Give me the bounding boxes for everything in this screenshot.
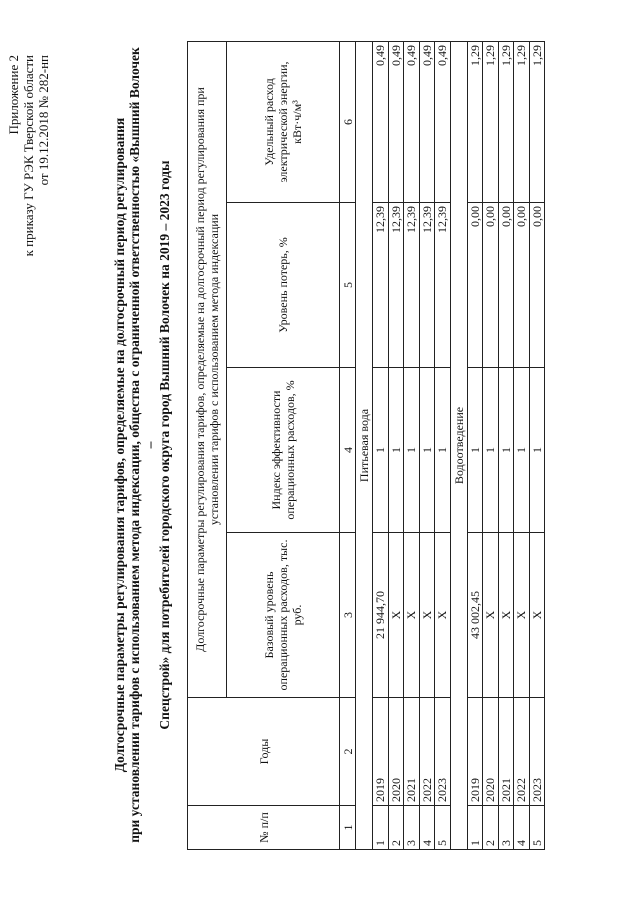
table-row [529, 41, 545, 849]
colnum-cell: 1 [340, 806, 356, 850]
cell-loss: 12,39 [419, 203, 435, 368]
cell-loss: 12,39 [435, 203, 451, 368]
cell-year: 2019 [467, 698, 483, 806]
cell-index: 1 [514, 368, 530, 533]
cell-num: 1 [467, 806, 483, 850]
cell-energy: 0,49 [419, 41, 435, 202]
title-line-3: Спецстрой» для потребителей городского округа город Вышний Волочек на 2019 – 2023 годы [157, 160, 172, 730]
annex-line-3: от 19.12.2018 № 282-нп [36, 55, 51, 186]
cell-energy: 1,29 [483, 41, 499, 202]
cell-num: 3 [498, 806, 514, 850]
cell-num: 4 [419, 806, 435, 850]
cell-index: 1 [498, 368, 514, 533]
cell-index: 1 [373, 368, 389, 533]
colnum-cell: 5 [340, 203, 356, 368]
cell-base: 21 944,70 [373, 533, 389, 698]
header-years: Годы [188, 698, 340, 806]
cell-index: 1 [404, 368, 420, 533]
cell-year: 2020 [388, 698, 404, 806]
table-row [404, 41, 420, 849]
cell-index: 1 [483, 368, 499, 533]
document-title [112, 45, 172, 845]
cell-index: 1 [467, 368, 483, 533]
cell-year: 2021 [498, 698, 514, 806]
cell-year: 2022 [514, 698, 530, 806]
column-number-row [340, 41, 356, 849]
header-index: Индекс эффективности операционных расходов, % [227, 368, 340, 533]
cell-index: 1 [529, 368, 545, 533]
table-row [373, 41, 389, 849]
cell-year: 2021 [404, 698, 420, 806]
cell-year: 2019 [373, 698, 389, 806]
cell-num: 4 [514, 806, 530, 850]
cell-loss: 12,39 [388, 203, 404, 368]
cell-loss: 0,00 [467, 203, 483, 368]
colnum-cell: 4 [340, 368, 356, 533]
annex-line-2: к приказу ГУ РЭК Тверской области [21, 55, 36, 257]
cell-index: 1 [388, 368, 404, 533]
cell-num: 3 [404, 806, 420, 850]
table-row [419, 41, 435, 849]
cell-loss: 12,39 [404, 203, 420, 368]
cell-loss: 0,00 [483, 203, 499, 368]
cell-num: 5 [435, 806, 451, 850]
header-loss: Уровень потерь, % [227, 203, 340, 368]
table-row [435, 41, 451, 849]
cell-num: 2 [483, 806, 499, 850]
cell-energy: 0,49 [435, 41, 451, 202]
header-energy: Удельный расход электрической энергии, кВт·ч/м³ [227, 41, 340, 202]
table-row [483, 41, 499, 849]
cell-base: X [419, 533, 435, 698]
colnum-cell: 2 [340, 698, 356, 806]
section-title-drinking-water: Питьевая вода [356, 41, 373, 849]
cell-energy: 1,29 [514, 41, 530, 202]
cell-base: X [514, 533, 530, 698]
cell-num: 1 [373, 806, 389, 850]
table-row [498, 41, 514, 849]
cell-index: 1 [435, 368, 451, 533]
cell-year: 2023 [435, 698, 451, 806]
cell-num: 2 [388, 806, 404, 850]
cell-base: X [404, 533, 420, 698]
cell-index: 1 [419, 368, 435, 533]
cell-year: 2022 [419, 698, 435, 806]
cell-base: 43 002,45 [467, 533, 483, 698]
annex-header [6, 55, 51, 845]
header-group: Долгосрочные параметры регулирования тарифов, определяемые на долгосрочный период регулирования при установлении тарифов с использованием метода индексации [188, 41, 227, 697]
table-row [514, 41, 530, 849]
cell-energy: 0,49 [373, 41, 389, 202]
colnum-cell: 6 [340, 41, 356, 202]
cell-base: X [529, 533, 545, 698]
cell-loss: 0,00 [514, 203, 530, 368]
cell-num: 5 [529, 806, 545, 850]
cell-base: X [483, 533, 499, 698]
cell-loss: 0,00 [529, 203, 545, 368]
title-line-2: при установлении тарифов с использованием метода индексации, общества с ограниченной ответственностью «Вышний Волочек – [127, 47, 157, 843]
cell-year: 2020 [483, 698, 499, 806]
cell-base: X [388, 533, 404, 698]
cell-year: 2023 [529, 698, 545, 806]
cell-energy: 1,29 [529, 41, 545, 202]
cell-energy: 1,29 [467, 41, 483, 202]
header-base: Базовый уровень операционных расходов, тыс. руб. [227, 533, 340, 698]
annex-line-1: Приложение 2 [6, 55, 21, 135]
table-row [388, 41, 404, 849]
cell-energy: 0,49 [388, 41, 404, 202]
cell-loss: 0,00 [498, 203, 514, 368]
cell-loss: 12,39 [373, 203, 389, 368]
parameters-table [187, 41, 545, 850]
cell-energy: 1,29 [498, 41, 514, 202]
cell-base: X [435, 533, 451, 698]
cell-energy: 0,49 [404, 41, 420, 202]
cell-base: X [498, 533, 514, 698]
header-num: № п/п [188, 806, 340, 850]
colnum-cell: 3 [340, 533, 356, 698]
table-row [467, 41, 483, 849]
section-title-wastewater: Водоотведение [450, 41, 467, 849]
title-line-1: Долгосрочные параметры регулирования тарифов, определяемые на долгосрочный период регулирования [112, 117, 127, 773]
